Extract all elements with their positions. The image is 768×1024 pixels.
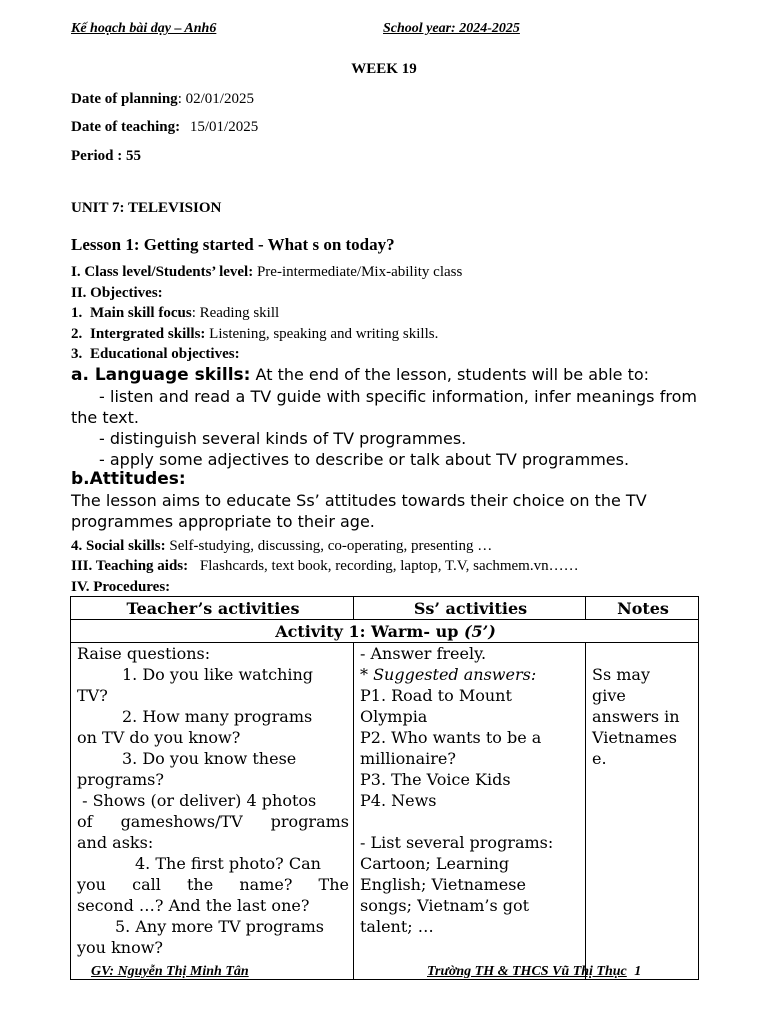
date-of-planning — [71, 89, 254, 109]
attitudes — [71, 469, 697, 532]
header-teacher-activities: Teacher’s activities — [71, 597, 354, 620]
notes-line: Vietnames — [592, 728, 677, 747]
teacher-line: second …? And the last one? — [77, 896, 310, 915]
table-header-row — [71, 597, 699, 620]
procedures-table — [70, 596, 699, 980]
page-number: 1 — [634, 964, 642, 979]
period: Period : 55 — [71, 148, 141, 164]
ss-line: songs; Vietnam’s got — [360, 896, 530, 915]
activity-time: (5’) — [463, 622, 496, 641]
teacher-line: 4. The first photo? Can — [135, 854, 321, 873]
ss-line: P2. Who wants to be a — [360, 728, 542, 747]
header-right: School year: 2024-2025 — [383, 21, 520, 36]
ss-line: P4. News — [360, 791, 437, 810]
teacher-line: - Shows (or deliver) 4 photos — [77, 791, 317, 810]
unit-title: UNIT 7: TELEVISION — [71, 200, 222, 216]
ss-line: - List several programs: — [360, 833, 554, 852]
language-skills — [71, 364, 697, 470]
language-skill-item: - distinguish several kinds of TV programmes. — [99, 429, 467, 448]
week-title: WEEK 19 — [351, 61, 417, 77]
header-notes: Notes — [586, 597, 699, 620]
ss-line: * Suggested answers: — [360, 665, 537, 684]
teacher-line: TV? — [77, 686, 108, 705]
header-ss-activities: Ss’ activities — [354, 597, 586, 620]
teacher-line: programs? — [77, 770, 164, 789]
ss-activities-cell — [354, 643, 586, 980]
objective-1: 1. Main skill focus: Reading skill — [71, 305, 280, 321]
teaching-aids — [71, 556, 579, 576]
notes-line: e. — [592, 749, 607, 768]
teaching-aids-label: III. Teaching aids: — [71, 558, 189, 574]
ss-line-blank — [360, 811, 581, 832]
ss-line: talent; … — [360, 917, 434, 936]
teacher-line: Raise questions: — [77, 644, 211, 663]
date-of-teaching — [71, 117, 258, 137]
attitudes-label: b.Attitudes: — [71, 469, 186, 489]
teacher-line: 2. How many programs — [122, 707, 313, 726]
procedures-title: IV. Procedures: — [71, 579, 171, 595]
planning-label: Date of planning — [71, 91, 178, 107]
teacher-line: on TV do you know? — [77, 728, 241, 747]
footer-school-line — [427, 964, 641, 980]
objectives-title: II. Objectives: — [71, 285, 163, 301]
activity-row — [71, 620, 699, 643]
objective-2: 2. Intergrated skills: Listening, speaking and writing skills. — [71, 326, 439, 342]
objective-3: 3. Educational objectives: — [71, 346, 240, 362]
teacher-line: you know? — [77, 938, 163, 957]
teacher-line: 3. Do you know these — [122, 749, 297, 768]
language-skill-item: - apply some adjectives to describe or talk about TV programmes. — [99, 450, 630, 469]
teaching-label: Date of teaching: — [71, 119, 181, 135]
teaching-value: 15/01/2025 — [189, 119, 259, 135]
footer-teacher: GV: Nguyễn Thị Minh Tân — [91, 964, 249, 979]
notes-line: give — [592, 686, 626, 705]
social-skills-value: Self-studying, discussing, co-operating, presenting … — [165, 538, 493, 554]
class-level — [71, 262, 462, 282]
attitudes-text: The lesson aims to educate Ss’ attitudes towards their choice on the TV programmes appropriate to their age. — [71, 491, 647, 531]
lesson-title: Lesson 1: Getting started - What s on today? — [71, 235, 395, 254]
ss-line: English; Vietnamese — [360, 875, 526, 894]
class-level-value: Pre-intermediate/Mix-ability class — [253, 264, 463, 280]
teacher-line: and asks: — [77, 833, 154, 852]
table-row — [71, 643, 699, 980]
header-left: Kế hoạch bài dạy – Anh6 — [71, 21, 217, 36]
teacher-line: you call the name? The — [77, 875, 349, 894]
ss-line: P1. Road to Mount — [360, 686, 512, 705]
ss-line: Cartoon; Learning — [360, 854, 510, 873]
ss-line: - Answer freely. — [360, 644, 487, 663]
teacher-activities-cell — [71, 643, 354, 980]
language-skills-intro: At the end of the lesson, students will be able to: — [250, 365, 650, 384]
teacher-line: of gameshows/TV programs — [77, 812, 349, 831]
notes-line: answers in — [592, 707, 680, 726]
activity-title — [71, 620, 699, 643]
social-skills-label: 4. Social skills: — [71, 538, 166, 554]
language-skills-label: a. Language skills: — [71, 365, 251, 385]
class-level-label: I. Class level/Students’ level: — [71, 264, 254, 280]
teacher-line: 5. Any more TV programs — [115, 917, 324, 936]
planning-value: : 02/01/2025 — [177, 91, 254, 107]
teacher-line: 1. Do you like watching — [122, 665, 314, 684]
language-skill-item: - listen and read a TV guide with specific information, infer meanings from the text. — [71, 387, 697, 427]
notes-line: Ss may — [592, 665, 651, 684]
activity-label: Activity 1: Warm- up — [275, 622, 464, 641]
teaching-aids-value: Flashcards, text book, recording, laptop, T.V, sachmem.vn…… — [199, 558, 579, 574]
notes-cell — [586, 643, 699, 980]
footer-school: Trường TH & THCS Vũ Thị Thục — [427, 964, 627, 979]
social-skills — [71, 536, 492, 556]
ss-line: millionaire? — [360, 749, 456, 768]
ss-line: P3. The Voice Kids — [360, 770, 511, 789]
ss-line: Olympia — [360, 707, 428, 726]
